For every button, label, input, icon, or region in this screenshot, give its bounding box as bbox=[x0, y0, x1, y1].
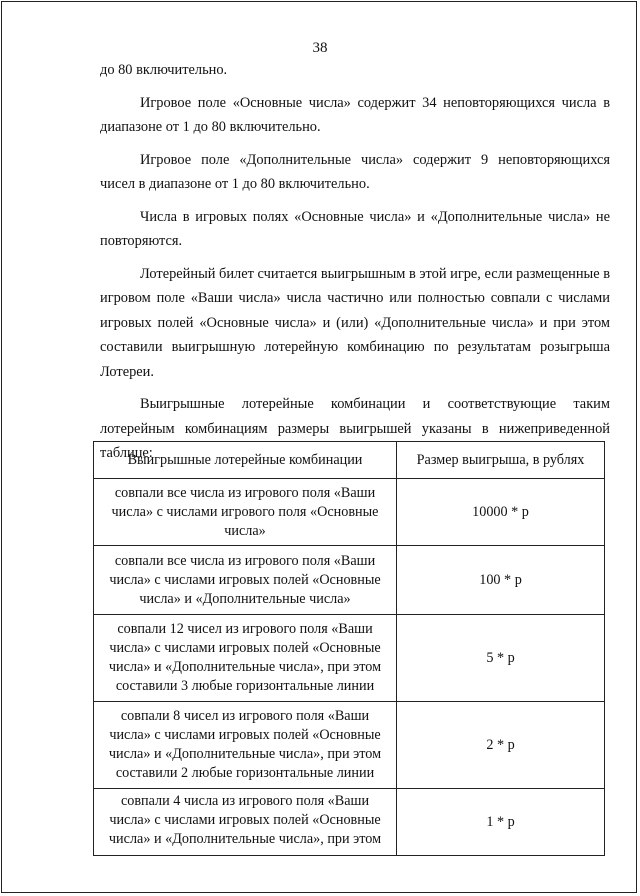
prize-table bbox=[93, 441, 605, 856]
paragraph-table-intro: Выигрышные лотерейные комбинации и соответствующие таким лотерейным комбинациям размеры выигрышей указаны в нижеприведенной таблице: bbox=[100, 396, 610, 461]
page-number: 38 bbox=[312, 40, 328, 56]
paragraph-winning-ticket: Лотерейный билет считается выигрышным в этой игре, если размещенные в игровом поле «Ваши числа» числа частично или полностью совпали с числами игровых полей «Основные числа» и (или) «Дополнительные числа» и при этом составили выигрышную лотерейную комбинацию по результатам розыгрыша Лотереи. bbox=[100, 265, 610, 380]
combination-cell: совпали 8 чисел из игрового поля «Ваши числа» с числами игровых полей «Основные числа» и «Дополнительные числа», при этом составили 2 любые горизонтальные линии bbox=[94, 702, 397, 789]
prize-cell: 10000 * р bbox=[397, 479, 605, 546]
combination-cell: совпали 4 числа из игрового поля «Ваши числа» с числами игровых полей «Основные числа» и «Дополнительные числа», при этом bbox=[94, 789, 397, 856]
table-row bbox=[94, 479, 605, 546]
table-header-row bbox=[94, 442, 605, 479]
prize-cell: 1 * р bbox=[397, 789, 605, 856]
paragraph-main-field: Игровое поле «Основные числа» содержит 34 неповторяющихся числа в диапазоне от 1 до 80 включительно. bbox=[100, 94, 610, 135]
combination-cell: совпали все числа из игрового поля «Ваши числа» с числами игрового поля «Основные числа» bbox=[94, 479, 397, 546]
paragraph-continuation: до 80 включительно. bbox=[100, 62, 228, 78]
table-row bbox=[94, 789, 605, 856]
table-row bbox=[94, 546, 605, 615]
prize-cell: 2 * р bbox=[397, 702, 605, 789]
table-row bbox=[94, 702, 605, 789]
header-prize: Размер выигрыша, в рублях bbox=[397, 442, 605, 479]
prize-cell: 5 * р bbox=[397, 615, 605, 702]
paragraph-no-repeat: Числа в игровых полях «Основные числа» и «Дополнительные числа» не повторяются. bbox=[100, 208, 610, 249]
paragraph-extra-field: Игровое поле «Дополнительные числа» содержит 9 неповторяющихся чисел в диапазоне от 1 до 80 включительно. bbox=[100, 151, 610, 192]
combination-cell: совпали все числа из игрового поля «Ваши числа» с числами игровых полей «Основные числа» и «Дополнительные числа» bbox=[94, 546, 397, 615]
table-row bbox=[94, 615, 605, 702]
header-combinations: Выигрышные лотерейные комбинации bbox=[94, 442, 397, 479]
document-body bbox=[100, 58, 610, 466]
combination-cell: совпали 12 чисел из игрового поля «Ваши числа» с числами игровых полей «Основные числа» и «Дополнительные числа», при этом составили 3 любые горизонтальные линии bbox=[94, 615, 397, 702]
prize-cell: 100 * р bbox=[397, 546, 605, 615]
